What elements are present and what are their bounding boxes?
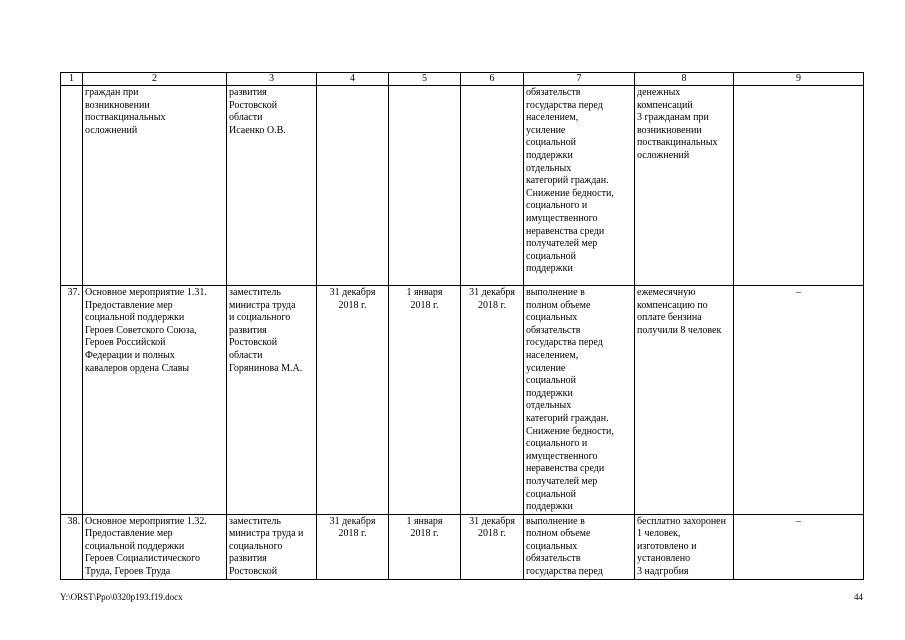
event-cell: Основное мероприятие 1.31. Предоставление мер социальной поддержки Героев Советского Союза, Героев Российской Федерации и полных кавалеров ордена Славы [83,286,227,515]
responsible-cell: заместитель министра труда и социального развития Ростовской области Горянинова М.А. [227,286,317,515]
expected-result-cell: обязательств государства перед населением, усиление социальной поддержки отдельных категорий граждан. Снижение бедности, социального и имущественного неравенства среди получателей мер социальной поддержки [524,86,635,286]
actual-start-cell: 1 января 2018 г. [389,286,461,515]
row-number-cell [61,86,83,286]
responsible-cell: заместитель министра труда и социального развития Ростовской [227,514,317,579]
table-row [61,286,864,515]
plan-end-cell: 31 декабря 2018 г. [317,286,389,515]
column-header: 2 [83,73,227,86]
plan-end-cell: 31 декабря 2018 г. [317,514,389,579]
column-number-header-row [61,73,864,86]
page-number: 44 [854,592,863,602]
actual-result-cell: ежемесячную компенсацию по оплате бензина получили 8 человек [635,286,734,515]
actual-result-cell: денежных компенсаций 3 гражданам при возникновении поствакцинальных осложнений [635,86,734,286]
footer-file-path: Y:\ORST\Ppo\0320p193.f19.docx [60,592,183,602]
table-row [61,86,864,286]
column-header: 6 [461,73,524,86]
column-header: 3 [227,73,317,86]
actual-end-cell: 31 декабря 2018 г. [461,514,524,579]
report-table [60,72,864,580]
note-cell [734,86,864,286]
column-header: 5 [389,73,461,86]
column-header: 8 [635,73,734,86]
actual-end-cell [461,86,524,286]
row-number-cell: 38. [61,514,83,579]
row-number-cell: 37. [61,286,83,515]
expected-result-cell: выполнение в полном объеме социальных обязательств государства перед населением, усиление социальной поддержки отдельных категорий граждан. Снижение бедности, социального и имущественного неравенства среди получателей мер социальной поддержки [524,286,635,515]
table-row [61,514,864,579]
plan-end-cell [317,86,389,286]
column-header: 9 [734,73,864,86]
column-header: 1 [61,73,83,86]
expected-result-cell: выполнение в полном объеме социальных обязательств государства перед [524,514,635,579]
note-cell: – [734,286,864,515]
column-header: 7 [524,73,635,86]
actual-result-cell: бесплатно захоронен 1 человек, изготовлено и установлено 3 надгробия [635,514,734,579]
column-header: 4 [317,73,389,86]
actual-start-cell: 1 января 2018 г. [389,514,461,579]
actual-start-cell [389,86,461,286]
responsible-cell: развития Ростовской области Исаенко О.В. [227,86,317,286]
event-cell: Основное мероприятие 1.32. Предоставление мер социальной поддержки Героев Социалистического Труда, Героев Труда [83,514,227,579]
note-cell: – [734,514,864,579]
actual-end-cell: 31 декабря 2018 г. [461,286,524,515]
event-cell: граждан при возникновении поствакцинальных осложнений [83,86,227,286]
